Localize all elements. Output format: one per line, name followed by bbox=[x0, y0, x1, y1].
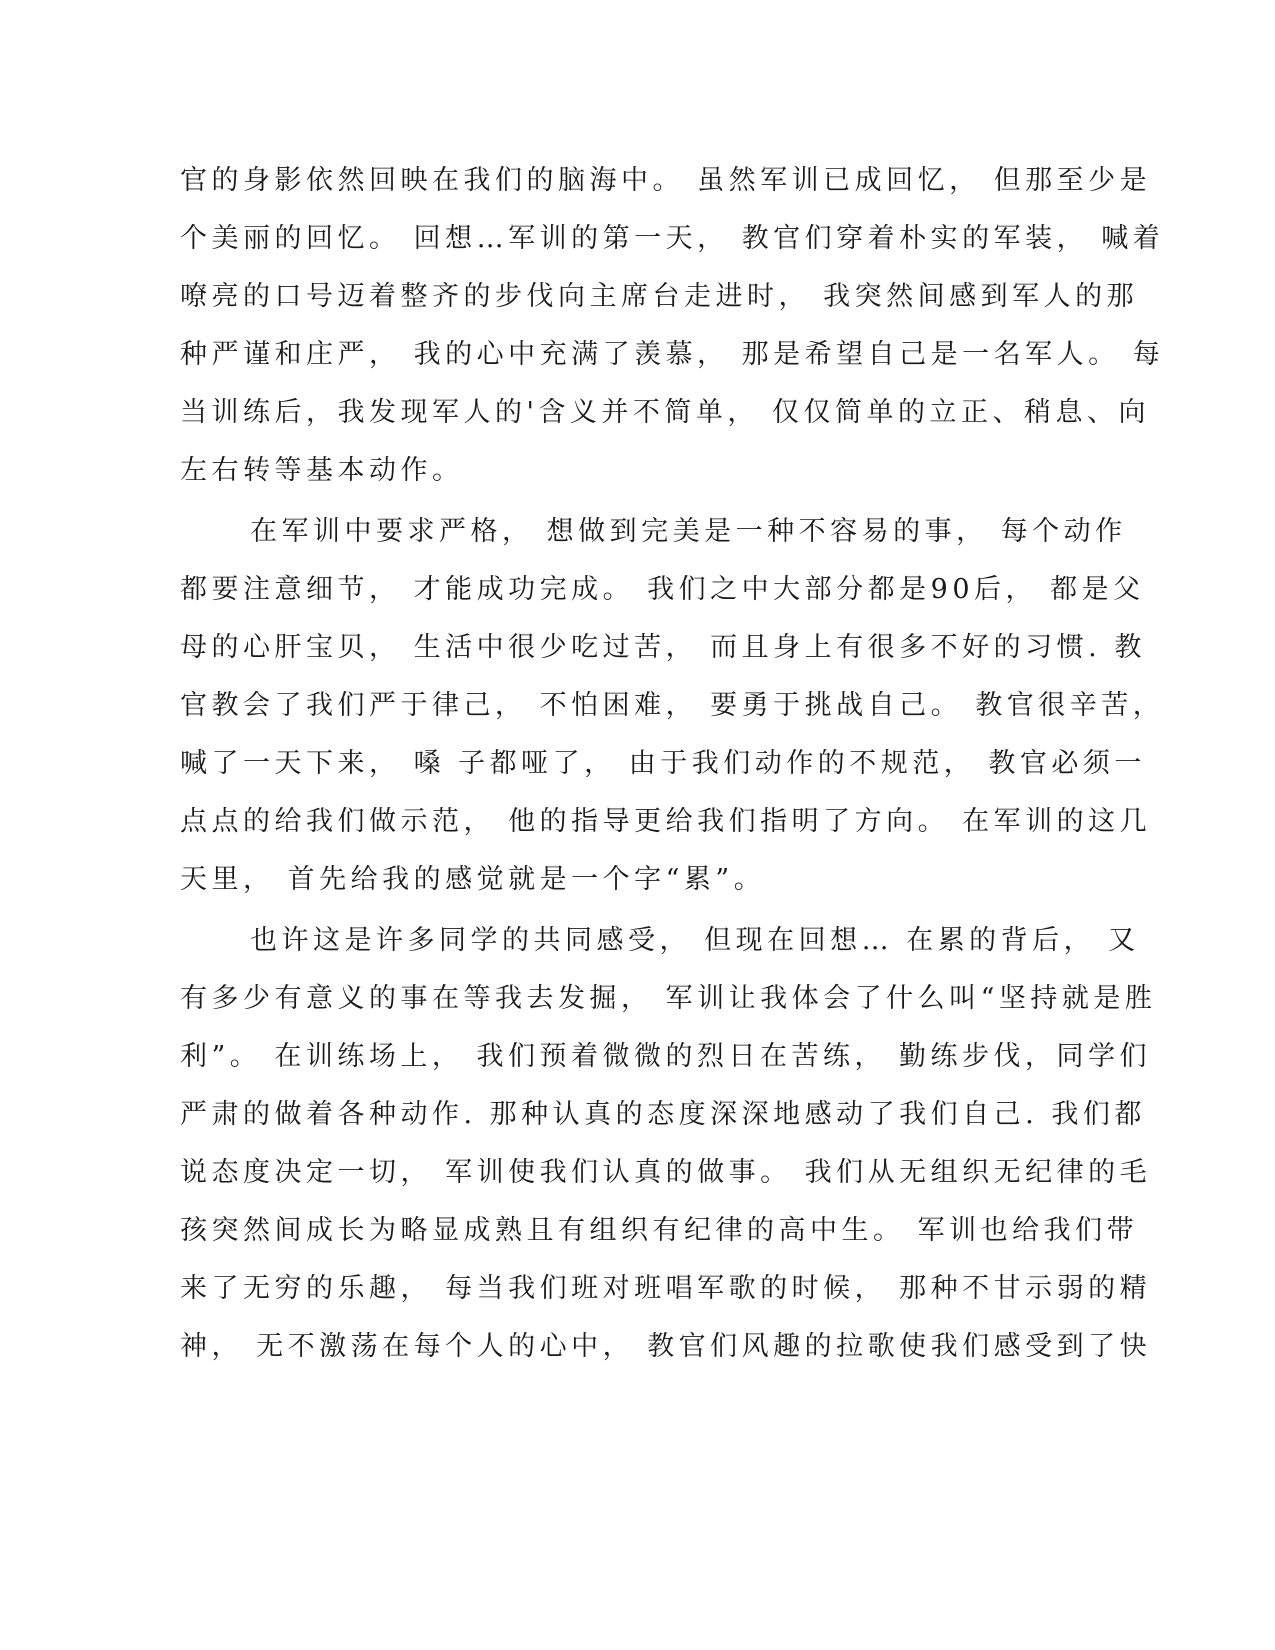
text-line: 官的身影依然回映在我们的脑海中。 虽然军训已成回忆， 但那至少是 bbox=[180, 165, 1152, 196]
paragraph-first-line: 也许这是许多同学的共同感受， 但现在回想… 在累的背后， 又 bbox=[250, 925, 1140, 956]
text-line: 利”。 在训练场上， 我们预着微微的烈日在苦练， 勤练步伐，同学们 bbox=[180, 1041, 1152, 1072]
text-line: 有多少有意义的事在等我去发掘， 军训让我体会了什么叫“坚持就是胜 bbox=[180, 983, 1157, 1014]
text-line: 种严谨和庄严， 我的心中充满了羡慕， 那是希望自己是一名军人。 每 bbox=[180, 339, 1165, 370]
text-line: 官教会了我们严于律己， 不怕困难， 要勇于挑战自己。 教官很辛苦， bbox=[180, 690, 1165, 721]
text-line: 孩突然间成长为略显成熟且有组织有纪律的高中生。 军训也给我们带 bbox=[180, 1215, 1139, 1246]
text-line: 神， 无不激荡在每个人的心中， 教官们风趣的拉歌使我们感受到了快 bbox=[180, 1331, 1152, 1362]
text-line: 母的心肝宝贝， 生活中很少吃过苦， 而且身上有很多不好的习惯. 教 bbox=[180, 632, 1146, 663]
text-line: 当训练后，我发现军人的'含义并不简单， 仅仅简单的立正、稍息、向 bbox=[180, 397, 1151, 428]
text-line: 左右转等基本动作。 bbox=[180, 455, 464, 486]
text-line: 说态度决定一切， 军训使我们认真的做事。 我们从无组织无纪律的毛 bbox=[180, 1157, 1152, 1188]
text-line: 个美丽的回忆。 回想…军训的第一天， 教官们穿着朴实的军装， 喊着 bbox=[180, 223, 1165, 254]
text-line: 天里， 首先给我的感觉就是一个字“累”。 bbox=[180, 864, 766, 895]
text-line: 都要注意细节， 才能成功完成。 我们之中大部分都是90后， 都是父 bbox=[180, 574, 1145, 605]
text-line: 严肃的做着各种动作. 那种认真的态度深深地感动了我们自己. 我们都 bbox=[180, 1099, 1146, 1130]
text-line: 来了无穷的乐趣， 每当我们班对班唱军歌的时候， 那种不甘示弱的精 bbox=[180, 1273, 1152, 1304]
paragraph-first-line: 在军训中要求严格， 想做到完美是一种不容易的事， 每个动作 bbox=[250, 516, 1127, 547]
text-line: 点点的给我们做示范， 他的指导更给我们指明了方向。 在军训的这几 bbox=[180, 806, 1152, 837]
text-line: 喊了一天下来， 嗓 子都哑了， 由于我们动作的不规范， 教官必须一 bbox=[180, 748, 1146, 779]
text-line: 嘹亮的口号迈着整齐的步伐向主席台走进时， 我突然间感到军人的那 bbox=[180, 281, 1139, 312]
